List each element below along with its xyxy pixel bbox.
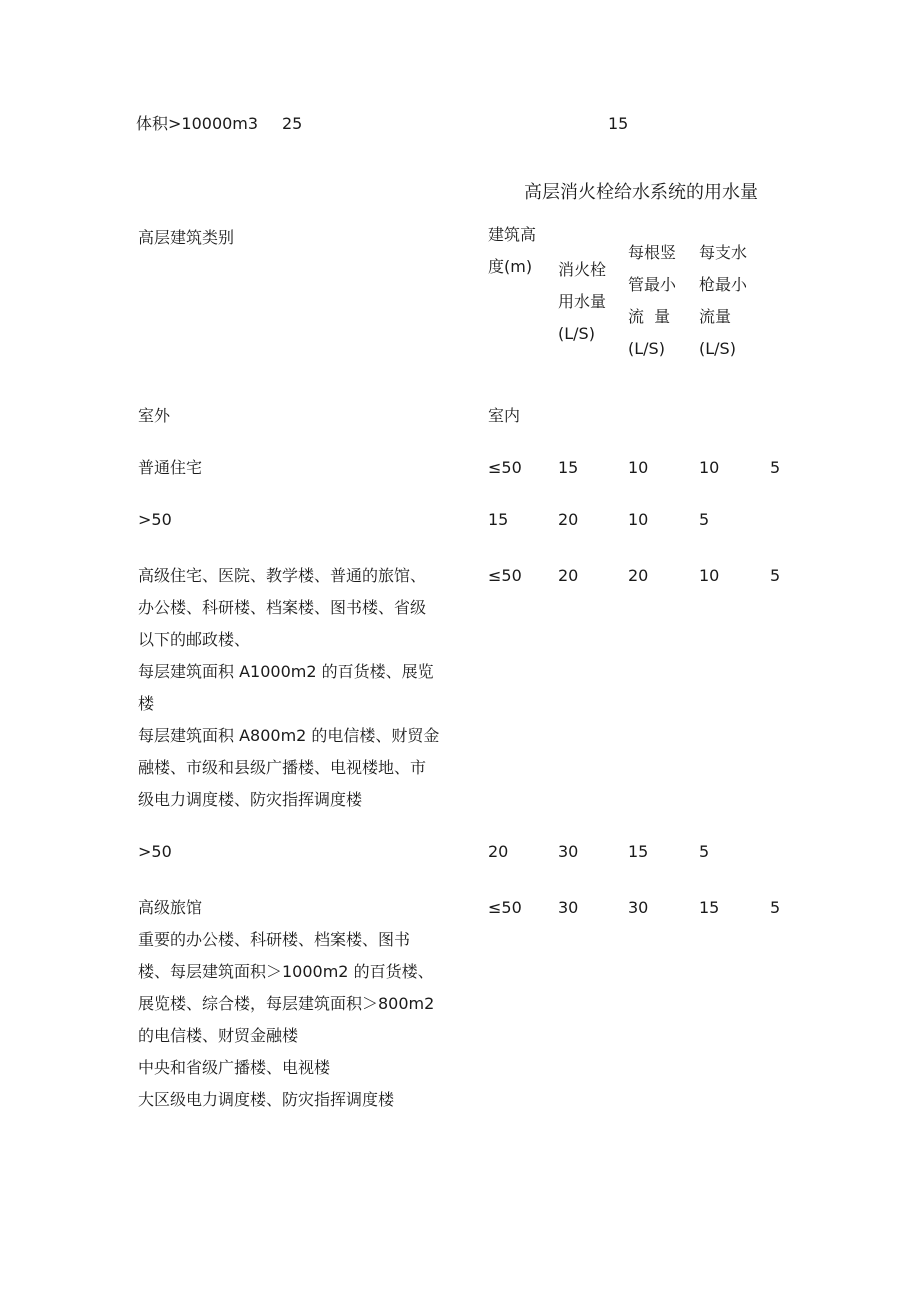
table-cell: 15: [488, 510, 509, 529]
header-height-line: 建筑高: [488, 225, 537, 244]
category-line: >50: [138, 510, 172, 529]
table-cell: 10: [628, 510, 649, 529]
category-line: 的电信楼、财贸金融楼: [138, 1026, 299, 1045]
header-nozzle-line: (L/S): [699, 339, 736, 358]
table-title: 高层消火栓给水系统的用水量: [524, 182, 758, 203]
category-line: 普通住宅: [138, 458, 203, 477]
header-riser-line: 管最小: [628, 275, 677, 294]
table-cell: 10: [699, 566, 720, 585]
category-line: 楼: [138, 694, 155, 713]
header-hydrant: [558, 254, 606, 350]
table-row-category: [138, 892, 434, 1116]
header-hydrant-line: (L/S): [558, 324, 595, 343]
table-cell: 10: [628, 458, 649, 477]
header-indoor: 室内: [488, 406, 521, 425]
header-nozzle-line: 流量: [699, 307, 732, 326]
table-cell: 20: [558, 510, 579, 529]
header-riser: [628, 237, 676, 365]
table-cell: 15: [558, 458, 579, 477]
table-row-category: [138, 504, 172, 536]
table-cell: 20: [628, 566, 649, 585]
table-cell: 20: [558, 566, 579, 585]
table-cell: 15: [628, 842, 649, 861]
header-hydrant-line: 消火栓: [558, 260, 607, 279]
header-outdoor: 室外: [138, 406, 171, 425]
top-row-label: 体积>10000m3: [136, 114, 259, 133]
table-cell: 5: [699, 842, 710, 861]
table-cell: 5: [770, 898, 781, 917]
header-riser-line: 每根竖: [628, 243, 677, 262]
table-row-category: [138, 836, 172, 868]
top-row-value-1: 25: [282, 114, 303, 133]
table-cell: 15: [699, 898, 720, 917]
category-line: 每层建筑面积 A1000m2 的百货楼、展览: [138, 662, 434, 681]
category-line: 级电力调度楼、防灾指挥调度楼: [138, 790, 363, 809]
table-row-category: [138, 452, 202, 484]
category-line: >50: [138, 842, 172, 861]
table-cell: 30: [558, 898, 579, 917]
header-hydrant-line: 用水量: [558, 292, 607, 311]
header-nozzle-line: 每支水: [699, 243, 748, 262]
table-row-category: [138, 560, 439, 816]
header-category: 高层建筑类别: [138, 228, 235, 247]
table-cell: 30: [628, 898, 649, 917]
category-line: 办公楼、科研楼、档案楼、图书楼、省级: [138, 598, 427, 617]
table-cell: ≤50: [488, 566, 522, 585]
category-line: 重要的办公楼、科研楼、档案楼、图书: [138, 930, 411, 949]
category-line: 楼、每层建筑面积＞1000m2 的百货楼、: [138, 962, 434, 981]
category-line: 每层建筑面积 A800m2 的电信楼、财贸金: [138, 726, 440, 745]
table-cell: 5: [770, 458, 781, 477]
table-cell: 5: [699, 510, 710, 529]
header-nozzle: [699, 237, 747, 365]
top-row-value-2: 15: [608, 114, 629, 133]
category-line: 融楼、市级和县级广播楼、电视楼地、市: [138, 758, 427, 777]
header-riser-line: (L/S): [628, 339, 665, 358]
category-line: 大区级电力调度楼、防灾指挥调度楼: [138, 1090, 395, 1109]
header-riser-line: 流 量: [628, 307, 671, 326]
category-line: 以下的邮政楼、: [138, 630, 251, 649]
table-cell: 20: [488, 842, 509, 861]
category-line: 展览楼、综合楼，每层建筑面积＞800m2: [138, 994, 435, 1013]
table-cell: ≤50: [488, 458, 522, 477]
category-line: 中央和省级广播楼、电视楼: [138, 1058, 331, 1077]
header-nozzle-line: 枪最小: [699, 275, 748, 294]
header-height: [488, 219, 536, 283]
header-height-line: 度(m): [488, 257, 533, 276]
table-cell: 30: [558, 842, 579, 861]
table-cell: ≤50: [488, 898, 522, 917]
table-cell: 5: [770, 566, 781, 585]
category-line: 高级住宅、医院、教学楼、普通的旅馆、: [138, 566, 427, 585]
category-line: 高级旅馆: [138, 898, 203, 917]
table-cell: 10: [699, 458, 720, 477]
